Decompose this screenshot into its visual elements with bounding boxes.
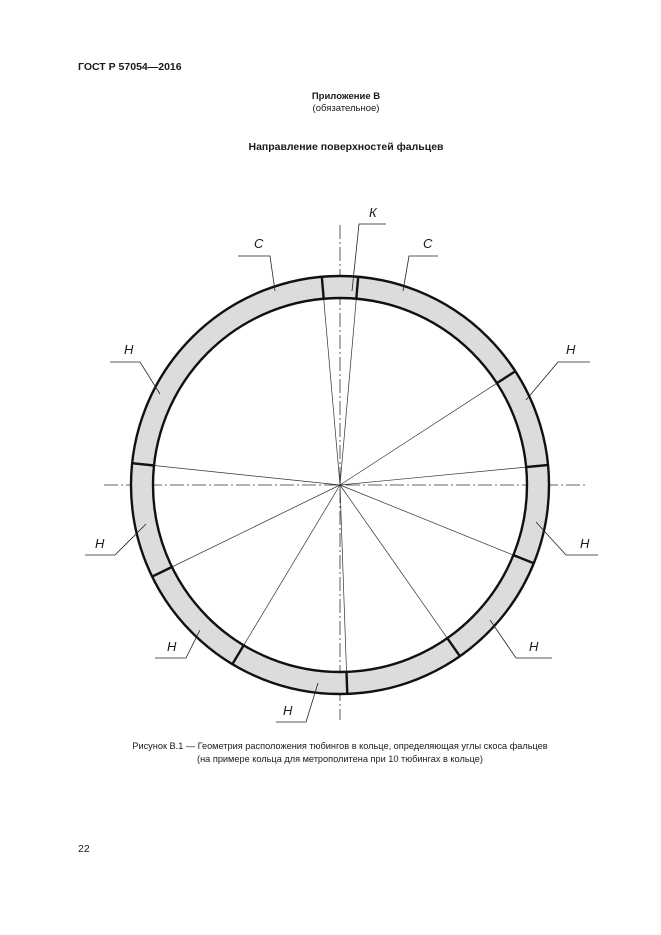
segment-joint-6	[347, 672, 348, 694]
appendix-status: (обязательное)	[312, 103, 380, 114]
leader-h-lower-right	[490, 620, 552, 658]
leader-c-left	[238, 256, 275, 291]
segment-label-h-middle-right: Н	[580, 536, 590, 551]
radial-line-4	[340, 485, 513, 555]
appendix-title: Приложение В	[311, 91, 381, 102]
radial-line-6	[340, 485, 347, 672]
segment-label-c-right: С	[423, 236, 433, 251]
radial-line-3	[340, 467, 526, 485]
radial-line-2	[340, 383, 497, 485]
document-header: ГОСТ Р 57054—2016	[78, 61, 182, 73]
segment-label-h-middle-left: Н	[95, 536, 105, 551]
tubing-ring-diagram	[0, 190, 661, 730]
appendix-heading	[0, 91, 661, 115]
segment-label-k: К	[369, 205, 377, 220]
segment-label-h-bottom: Н	[283, 703, 293, 718]
caption-line-2: (на примере кольца для метрополитена при 10 тюбингах в кольце)	[197, 754, 483, 764]
radial-line-1	[340, 299, 356, 485]
segment-label-h-upper-right: Н	[566, 342, 576, 357]
radial-line-7	[244, 485, 340, 645]
leader-h-upper-right	[526, 362, 590, 400]
segment-label-h-lower-right: Н	[529, 639, 539, 654]
radial-line-8	[172, 485, 340, 567]
segment-label-c-left: С	[254, 236, 264, 251]
radial-line-5	[340, 485, 447, 638]
segment-label-h-lower-left: Н	[167, 639, 177, 654]
leader-h-upper-left	[110, 362, 160, 394]
section-title: Направление поверхностей фальцев	[248, 141, 444, 153]
caption-line-1: Рисунок В.1 — Геометрия расположения тюбингов в кольце, определяющая углы скоса фальцев	[132, 741, 548, 751]
radial-line-9	[154, 466, 340, 486]
radial-line-0	[324, 299, 340, 485]
page-number: 22	[78, 843, 90, 855]
leader-c-right	[403, 256, 438, 291]
figure-caption	[0, 740, 661, 766]
segment-label-h-upper-left: Н	[124, 342, 134, 357]
